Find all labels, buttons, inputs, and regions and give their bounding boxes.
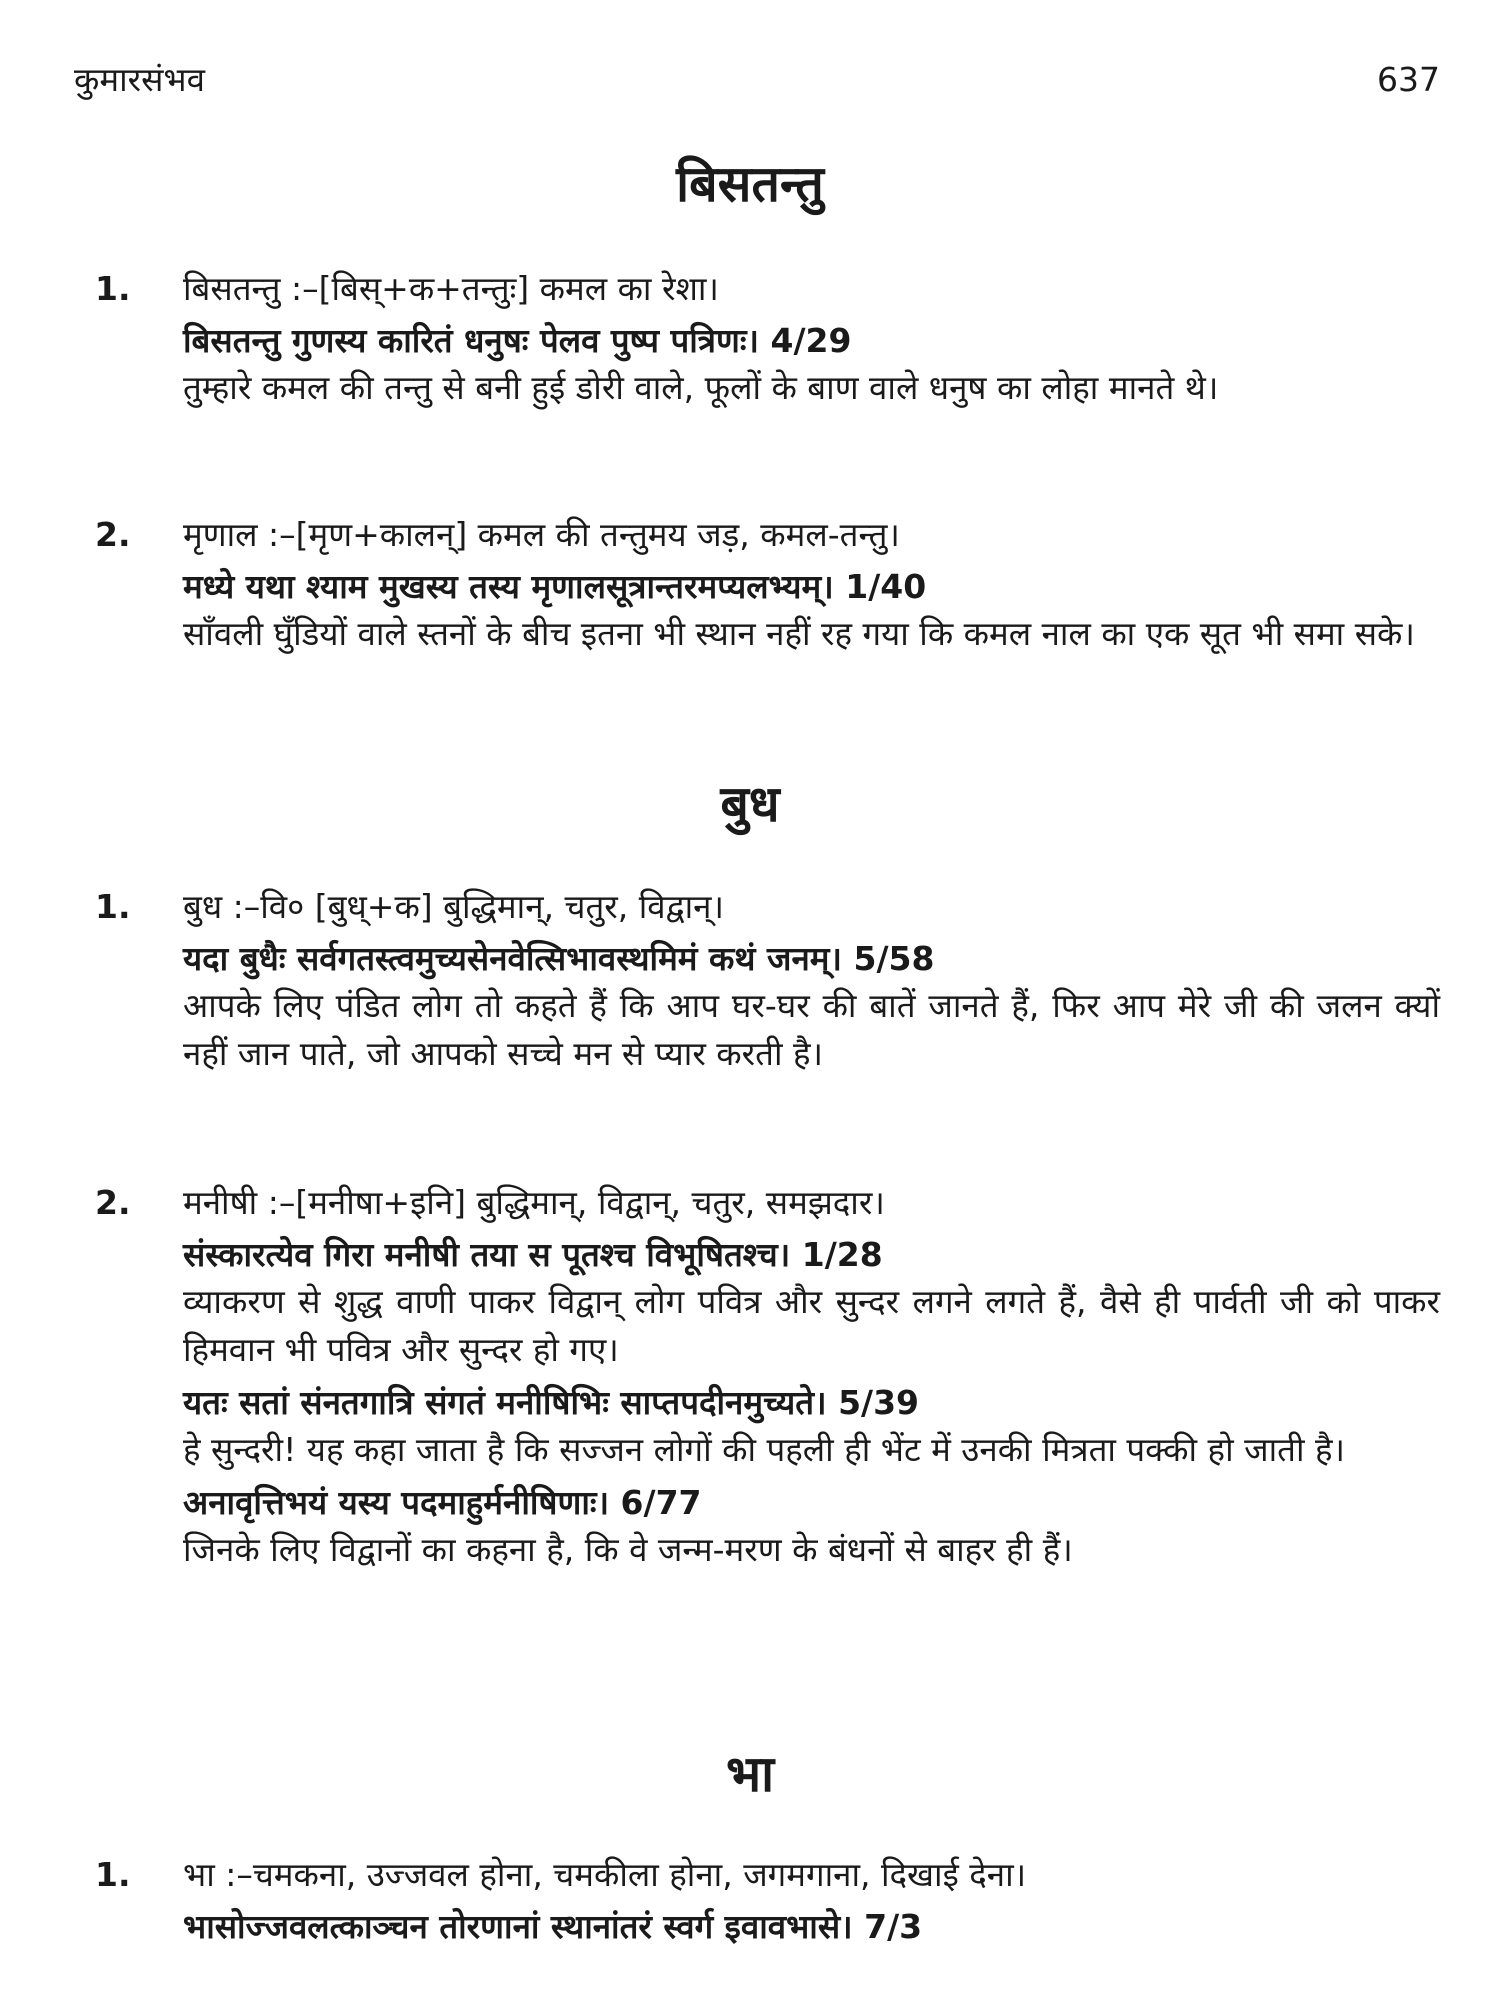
- headword-line: भा :–चमकना, उज्जवल होना, चमकीला होना, जगमगाना, दिखाई देना।: [183, 1855, 1027, 1894]
- entry-number: 2.: [95, 1183, 131, 1222]
- verse-quote: मध्ये यथा श्याम मुखस्य तस्य मृणालसूत्रान्तरमप्यलभ्यम्। 1/40: [183, 567, 927, 606]
- verse-meaning: हे सुन्दरी! यह कहा जाता है कि सज्जन लोगों की पहली ही भेंट में उनकी मित्रता पक्की हो जाती है।: [183, 1430, 1346, 1469]
- page-number: 637: [1377, 60, 1440, 99]
- entry: [95, 266, 1440, 412]
- entry: [95, 512, 1440, 658]
- section-title: बिसतन्तु: [676, 155, 824, 213]
- verse-quote: भासोज्जवलत्काञ्चन तोरणानां स्थानांतरं स्वर्ग इवावभासे। 7/3: [183, 1907, 923, 1946]
- headword-line: मृणाल :–[मृण+कालन्] कमल की तन्तुमय जड़, कमल-तन्तु।: [183, 515, 900, 554]
- entry: [95, 884, 1440, 1078]
- entry: [95, 1852, 1440, 1950]
- verse-quote: संस्कारत्येव गिरा मनीषी तया स पूतश्च विभूषितश्च। 1/28: [183, 1235, 883, 1274]
- verse-quote: बिसतन्तु गुणस्य कारितं धनुषः पेलव पुष्प पत्रिणः। 4/29: [183, 321, 852, 360]
- entry-number: 2.: [95, 515, 131, 554]
- headword-line: बुध :–वि० [बुध्+क] बुद्धिमान्, चतुर, विद्वान्।: [183, 887, 724, 926]
- entry: [95, 1180, 1440, 1574]
- headword-line: बिसतन्तु :–[बिस्+क+तन्तुः] कमल का रेशा।: [183, 269, 719, 308]
- section-title: बुध: [720, 775, 780, 833]
- section-title: भा: [725, 1745, 775, 1803]
- verse-meaning: आपके लिए पंडित लोग तो कहते हैं कि आप घर-घर की बातें जानते हैं, फिर आप मेरे जी की जलन क्यों नहीं जान पाते, जो आपको सच्चे मन से प्यार करती है।: [183, 986, 1440, 1073]
- headword-line: मनीषी :–[मनीषा+इनि] बुद्धिमान्, विद्वान्, चतुर, समझदार।: [183, 1183, 885, 1222]
- verse-quote: यतः सतां संनतगात्रि संगतं मनीषिभिः साप्तपदीनमुच्यते। 5/39: [183, 1383, 920, 1422]
- entry-number: 1.: [95, 1855, 131, 1894]
- verse-meaning: जिनके लिए विद्वानों का कहना है, कि वे जन्म-मरण के बंधनों से बाहर ही हैं।: [183, 1530, 1073, 1569]
- verse-meaning: व्याकरण से शुद्ध वाणी पाकर विद्वान् लोग पवित्र और सुन्दर लगने लगते हैं, वैसे ही पार्वती जी को पाकर हिमवान भी पवित्र और सुन्दर हो गए।: [183, 1282, 1440, 1369]
- verse-meaning: साँवली घुँडियों वाले स्तनों के बीच इतना भी स्थान नहीं रह गया कि कमल नाल का एक सूत भी समा सके।: [183, 614, 1415, 653]
- verse-quote: यदा बुधैः सर्वगतस्त्वमुच्यसेनवेत्सिभावस्थमिमं कथं जनम्। 5/58: [183, 939, 935, 978]
- entry-number: 1.: [95, 887, 131, 926]
- verse-quote: अनावृत्तिभयं यस्य पदमाहुर्मनीषिणाः। 6/77: [183, 1483, 702, 1522]
- verse-meaning: तुम्हारे कमल की तन्तु से बनी हुई डोरी वाले, फूलों के बाण वाले धनुष का लोहा मानते थे।: [183, 368, 1219, 407]
- entry-number: 1.: [95, 269, 131, 308]
- running-header: [74, 58, 1440, 102]
- book-title: कुमारसंभव: [74, 60, 205, 99]
